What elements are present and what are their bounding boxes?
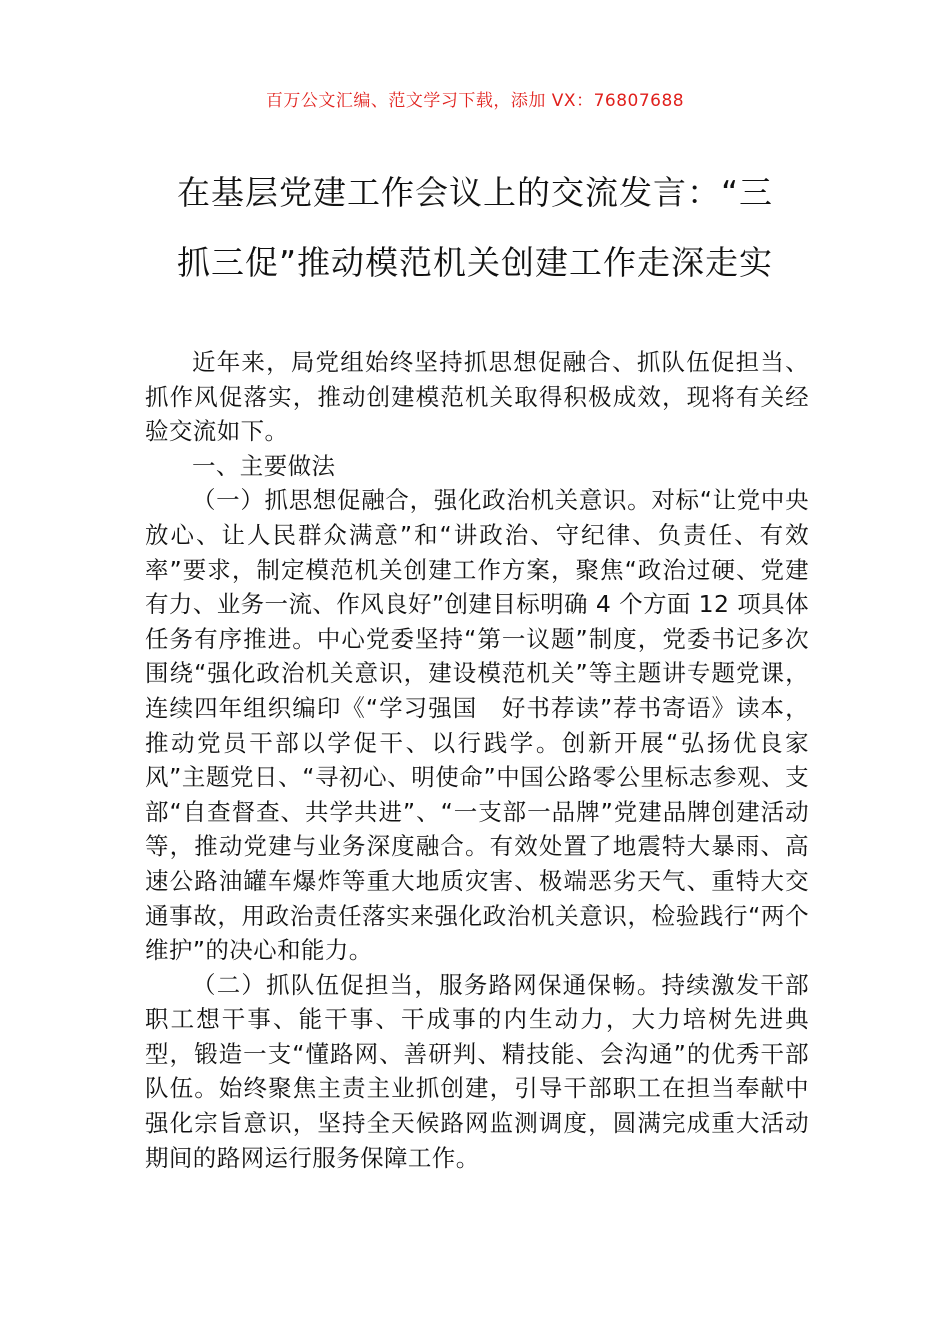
section-heading: 一、主要做法	[192, 451, 336, 480]
paragraph-intro: 近年来，局党组始终坚持抓思想促融合、抓队伍促担当、抓作风促落实，推动创建模范机关取得积极成效，现将有关经验交流如下。	[145, 348, 809, 446]
title-line-2: 抓三促”推动模范机关创建工作走深走实	[176, 243, 774, 282]
title-line-1: 在基层党建工作会议上的交流发言：“三	[176, 173, 774, 212]
page-title	[145, 158, 805, 298]
paragraph-section-2: （二）抓队伍促担当，服务路网保通保畅。持续激发干部职工想干事、能干事、干成事的内生动力，大力培树先进典型，锻造一支“懂路网、善研判、精技能、会沟通”的优秀干部队伍。始终聚焦主责主业抓创建，引导干部职工在担当奉献中强化宗旨意识，坚持全天候路网监测调度，圆满完成重大活动期间的路网运行服务保障工作。	[145, 970, 809, 1172]
document-body	[145, 345, 809, 1175]
paragraph-section-1: （一）抓思想促融合，强化政治机关意识。对标“让党中央放心、让人民群众满意”和“讲政治、守纪律、负责任、有效率”要求，制定模范机关创建工作方案，聚焦“政治过硬、党建有力、业务一流、作风良好”创建目标明确 4 个方面 12 项具体任务有序推进。中心党委坚持“第一议题”制度，党委书记多次围绕“强化政治机关意识，建设模范机关”等主题讲专题党课，连续四年组织编印《“学习强国 好书荐读”荐书寄语》读本，推动党员干部以学促干、以行践学。创新开展“弘扬优良家风”主题党日、“寻初心、明使命”中国公路零公里标志参观、支部“自查督查、共学共进”、“一支部一品牌”党建品牌创建活动等，推动党建与业务深度融合。有效处置了地震特大暴雨、高速公路油罐车爆炸等重大地质灾害、极端恶劣天气、重特大交通事故，用政治责任落实来强化政治机关意识，检验践行“两个维护”的决心和能力。	[145, 486, 809, 965]
header-note: 百万公文汇编、范文学习下载，添加 VX：76807688	[265, 91, 685, 111]
